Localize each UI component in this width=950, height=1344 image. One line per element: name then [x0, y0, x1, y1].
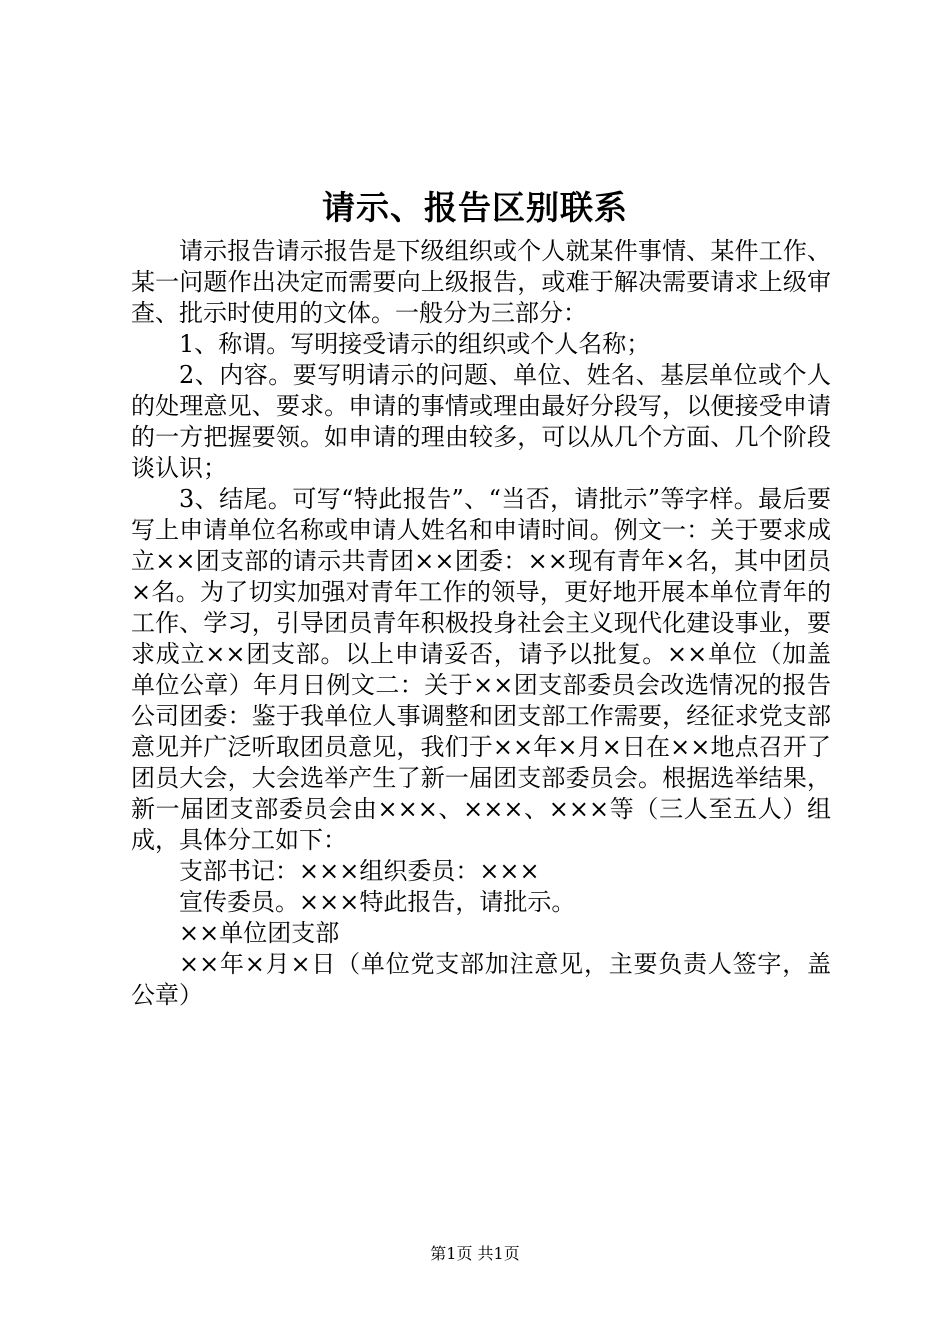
paragraph-signature-unit: ××单位团支部 [179, 919, 340, 947]
paragraph-intro: 请示报告请示报告是下级组织或个人就某件事情、某件工作、某一问题作出决定而需要向上级报告，或难于解决需要请求上级审查、批示时使用的文体。一般分为三部分： [131, 237, 831, 327]
paragraph-content: 2、内容。要写明请示的问题、单位、姓名、基层单位或个人的处理意见、要求。申请的事情或理由最好分段写，以便接受申请的一方把握要领。如申请的理由较多，可以从几个方面、几个阶段谈认识； [131, 361, 831, 482]
paragraph-secretary: 支部书记：×××组织委员：××× [179, 857, 540, 885]
paragraph-ending-and-examples: 3、结尾。可写“特此报告”、“当否，请批示”等字样。最后要写上申请单位名称或申请人姓名和申请时间。例文一：关于要求成立××团支部的请示共青团××团委：××现有青年×名，其中团员×名。为了切实加强对青年工作的领导，更好地开展本单位青年的工作、学习，引导团员青年积极投身社会主义现代化建设事业，要求成立××团支部。以上申请妥否，请予以批复。××单位（加盖单位公章）年月日例文二：关于××团支部委员会改选情况的报告公司团委：鉴于我单位人事调整和团支部工作需要，经征求党支部意见并广泛听取团员意见，我们于××年×月×日在××地点召开了团员大会，大会选举产生了新一届团支部委员会。根据选举结果，新一届团支部委员会由×××、×××、×××等（三人至五人）组成，具体分工如下： [131, 485, 831, 854]
document-title: 请示、报告区别联系 [322, 188, 628, 227]
paragraph-salutation: 1、称谓。写明接受请示的组织或个人名称； [179, 330, 651, 358]
page-footer: 第1页 共1页 [430, 1244, 520, 1263]
paragraph-date-note: ××年×月×日（单位党支部加注意见，主要负责人签字，盖公章） [131, 950, 831, 1009]
paragraph-publicity: 宣传委员。×××特此报告，请批示。 [179, 888, 576, 916]
document-body [131, 236, 831, 1011]
